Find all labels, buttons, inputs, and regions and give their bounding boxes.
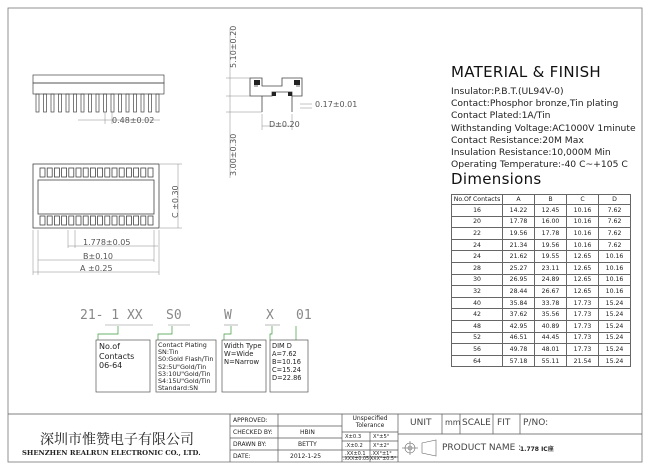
col-header: D <box>599 195 631 205</box>
unit-label: UNIT <box>410 418 432 428</box>
table-cell: 17.78 <box>535 228 567 240</box>
pin <box>69 216 74 225</box>
table-row <box>452 332 631 344</box>
table-cell: 24 <box>452 251 503 263</box>
table-cell: 19.56 <box>503 228 535 240</box>
code-seg-dim: X <box>266 308 274 323</box>
table-cell: 33.78 <box>535 297 567 309</box>
spec-line: Withstanding Voltage:AC1000V 1minute <box>451 122 636 134</box>
spec-line: Operating Temperature:-40 C~+105 C <box>451 159 628 171</box>
col-header: No.Of Contacts <box>452 195 503 205</box>
table-cell: 10.16 <box>599 286 631 298</box>
table-cell: 19.56 <box>535 239 567 251</box>
table-cell: 12.65 <box>567 286 599 298</box>
pin <box>105 216 110 225</box>
table-cell: 55.11 <box>535 355 567 367</box>
table-cell: 20 <box>452 216 503 228</box>
table-cell: 7.62 <box>599 216 631 228</box>
pin <box>112 168 117 177</box>
table-cell: 28 <box>452 262 503 274</box>
table-cell: 35.84 <box>503 297 535 309</box>
code-box-width: Width Type W=Wide N=Narrow <box>224 342 262 366</box>
scale-label: SCALE <box>462 418 491 428</box>
table-row <box>452 344 631 356</box>
table-cell: 21.54 <box>567 355 599 367</box>
table-row <box>452 251 631 263</box>
pin <box>134 94 137 112</box>
spec-line: Contact Resistance:20M Max <box>451 134 584 146</box>
date-value: 2012-1-25 <box>290 453 322 460</box>
table-cell: 40 <box>452 297 503 309</box>
table-cell: 52 <box>452 332 503 344</box>
table-cell: 48 <box>452 320 503 332</box>
table-cell: 15.24 <box>599 344 631 356</box>
pin <box>40 216 45 225</box>
tol-cell: .X±0.2 <box>345 443 363 449</box>
col-header: A <box>503 195 535 205</box>
company-name-en: SHENZHEN REALRUN ELECTRONIC CO., LTD. <box>22 449 201 457</box>
drawn-label: DRAWN BY: <box>233 441 267 448</box>
code-seg-contacts: 21- 1 XX <box>80 308 143 323</box>
material-spec-list <box>451 86 636 171</box>
dimensions-title: Dimensions <box>451 170 542 188</box>
table-cell: 57.18 <box>503 355 535 367</box>
pin <box>148 168 153 177</box>
date-label: DATE: <box>233 453 251 460</box>
table-cell: 15.24 <box>599 332 631 344</box>
table-cell: 24.89 <box>535 274 567 286</box>
table-row <box>452 320 631 332</box>
table-cell: 23.11 <box>535 262 567 274</box>
code-box-plating: Contact Plating SN:Tin S0:Gold Flash/Tin S2:5U"Gold/Tin S3:10U"Gold/Tin S4:15U"Gold/Tin Standard:SN <box>158 341 214 393</box>
tol-cell: X°±5° <box>373 434 390 440</box>
table-cell: 64 <box>452 355 503 367</box>
table-cell: 10.16 <box>599 262 631 274</box>
table-cell: 17.73 <box>567 320 599 332</box>
table-cell: 32 <box>452 286 503 298</box>
table-cell: 7.62 <box>599 228 631 240</box>
unit-value: mm <box>445 418 461 427</box>
product-name-label: PRODUCT NAME : <box>442 443 522 453</box>
table-cell: 17.73 <box>567 309 599 321</box>
approved-label: APPROVED: <box>233 417 268 424</box>
tol-cell: X±0.3 <box>345 434 362 440</box>
table-cell: 44.45 <box>535 332 567 344</box>
table-cell: 17.73 <box>567 297 599 309</box>
dimensions-table <box>451 194 631 367</box>
code-seg-suffix: 01 <box>296 308 312 323</box>
pin <box>156 94 159 112</box>
pin <box>51 94 54 112</box>
table-cell: 49.78 <box>503 344 535 356</box>
table-cell: 46.51 <box>503 332 535 344</box>
table-cell: 10.16 <box>567 228 599 240</box>
table-header-row <box>452 195 631 205</box>
part-code-leaders <box>98 326 296 340</box>
code-seg-plating: S0 <box>166 308 182 323</box>
table-cell: 10.16 <box>599 274 631 286</box>
pin <box>148 216 153 225</box>
pin <box>98 168 103 177</box>
pin <box>81 94 84 112</box>
pin <box>90 168 95 177</box>
dim-b: B±0.10 <box>83 252 114 261</box>
pin <box>111 94 114 112</box>
tolerance-title: Unspecified Tolerance <box>352 415 388 429</box>
pin <box>119 168 124 177</box>
pin <box>44 94 47 112</box>
table-cell: 12.45 <box>535 205 567 217</box>
pin <box>59 94 62 112</box>
dim-pin-width: 0.48±0.02 <box>112 116 155 125</box>
table-cell: 48.01 <box>535 344 567 356</box>
table-cell: 19.55 <box>535 251 567 263</box>
projection-symbol <box>402 440 436 456</box>
table-cell: 14.22 <box>503 205 535 217</box>
table-cell: 25.27 <box>503 262 535 274</box>
table-cell: 35.56 <box>535 309 567 321</box>
code-box-dim: DIM D A=7.62 B=10.16 C=15.24 D=22.86 <box>272 342 302 382</box>
table-cell: 15.24 <box>599 320 631 332</box>
pin <box>119 216 124 225</box>
dim-height: 5.10±0.20 <box>229 25 238 68</box>
table-cell: 16 <box>452 205 503 217</box>
spec-line: Contact:Phosphor bronze,Tin plating <box>451 98 619 110</box>
table-row <box>452 274 631 286</box>
table-row <box>452 205 631 217</box>
company-name-cn: 深圳市惟赞电子有限公司 <box>40 432 194 448</box>
table-cell: 10.16 <box>567 239 599 251</box>
pin <box>141 216 146 225</box>
pin <box>62 216 67 225</box>
table-cell: 17.78 <box>503 216 535 228</box>
table-row <box>452 297 631 309</box>
table-cell: 24 <box>452 239 503 251</box>
dim-pin-thickness: 0.17±0.01 <box>315 100 358 109</box>
table-cell: 40.89 <box>535 320 567 332</box>
pin <box>83 216 88 225</box>
product-name-value: 1.778 IC座 <box>520 446 554 453</box>
pin <box>141 94 144 112</box>
table-cell: 17.73 <box>567 332 599 344</box>
table-cell: 10.16 <box>599 251 631 263</box>
table-cell: 21.34 <box>503 239 535 251</box>
table-cell: 56 <box>452 344 503 356</box>
table-cell: 42.95 <box>503 320 535 332</box>
table-cell: 12.65 <box>567 251 599 263</box>
profile-view <box>226 25 312 178</box>
table-cell: 26.67 <box>535 286 567 298</box>
code-box-contacts: No.of Contacts 06-64 <box>99 342 135 370</box>
pin <box>112 216 117 225</box>
spec-line: Insulator:P.B.T.(UL94V-0) <box>451 86 564 97</box>
pin <box>54 216 59 225</box>
table-cell: 10.16 <box>567 216 599 228</box>
table-cell: 15.24 <box>599 297 631 309</box>
table-row <box>452 228 631 240</box>
tol-cell: .XX°±1° <box>371 451 392 457</box>
dimensions-table-body <box>452 205 631 367</box>
pin <box>66 94 69 112</box>
spec-line: Contact Plated:1A/Tin <box>451 110 551 122</box>
material-title: MATERIAL & FINISH <box>451 63 601 81</box>
pin <box>89 94 92 112</box>
dim-d: D±0.20 <box>269 120 300 129</box>
table-row <box>452 286 631 298</box>
dim-a: A ±0.25 <box>80 264 113 273</box>
pin <box>69 168 74 177</box>
tol-cell: .XXX±0.05 <box>343 457 370 462</box>
table-cell: 17.73 <box>567 344 599 356</box>
spec-line: Insulation Resistance:10,000M Min <box>451 147 611 159</box>
table-cell: 7.62 <box>599 205 631 217</box>
pin <box>74 94 77 112</box>
fit-label: FIT <box>497 418 511 428</box>
tol-cell: .XX±0.1 <box>345 451 366 457</box>
table-cell: 10.16 <box>567 205 599 217</box>
pin <box>62 168 67 177</box>
col-header: C <box>567 195 599 205</box>
pin <box>126 94 129 112</box>
pin <box>134 216 139 225</box>
pin <box>36 94 39 112</box>
checked-label: CHECKED BY: <box>233 429 273 436</box>
pin <box>76 216 81 225</box>
pin <box>83 168 88 177</box>
table-cell: 16.00 <box>535 216 567 228</box>
col-header: B <box>535 195 567 205</box>
pin <box>126 216 131 225</box>
table-cell: 22 <box>452 228 503 240</box>
table-cell: 7.62 <box>599 239 631 251</box>
table-cell: 15.24 <box>599 355 631 367</box>
checked-value: HBIN <box>300 429 315 436</box>
table-row <box>452 239 631 251</box>
table-row <box>452 355 631 367</box>
table-cell: 12.65 <box>567 262 599 274</box>
pin <box>47 216 52 225</box>
profile-pin-fill <box>254 80 300 96</box>
table-row <box>452 262 631 274</box>
dim-pitch: 1.778±0.05 <box>83 238 131 247</box>
pin <box>76 168 81 177</box>
pin <box>126 168 131 177</box>
tol-cell: X°±2° <box>373 443 390 449</box>
pin <box>104 94 107 112</box>
pin <box>98 216 103 225</box>
code-seg-width: W <box>224 308 232 323</box>
pin <box>119 94 122 112</box>
dim-pin-length: 3.00±0.30 <box>229 133 238 176</box>
pin <box>90 216 95 225</box>
tol-cell: XXX°±0.5° <box>370 457 397 462</box>
pin <box>40 168 45 177</box>
pin <box>96 94 99 112</box>
table-cell: 26.95 <box>503 274 535 286</box>
pin <box>105 168 110 177</box>
table-cell: 15.24 <box>599 309 631 321</box>
pin <box>47 168 52 177</box>
table-row <box>452 216 631 228</box>
table-cell: 37.62 <box>503 309 535 321</box>
pin <box>54 168 59 177</box>
table-cell: 21.62 <box>503 251 535 263</box>
table-cell: 30 <box>452 274 503 286</box>
drawn-value: BETTY <box>298 441 317 448</box>
pin <box>141 168 146 177</box>
dim-c: C ±0.30 <box>171 185 180 218</box>
table-row <box>452 309 631 321</box>
pin <box>149 94 152 112</box>
table-cell: 28.44 <box>503 286 535 298</box>
pin <box>134 168 139 177</box>
table-cell: 12.65 <box>567 274 599 286</box>
table-cell: 42 <box>452 309 503 321</box>
pno-label: P/NO: <box>523 418 549 428</box>
